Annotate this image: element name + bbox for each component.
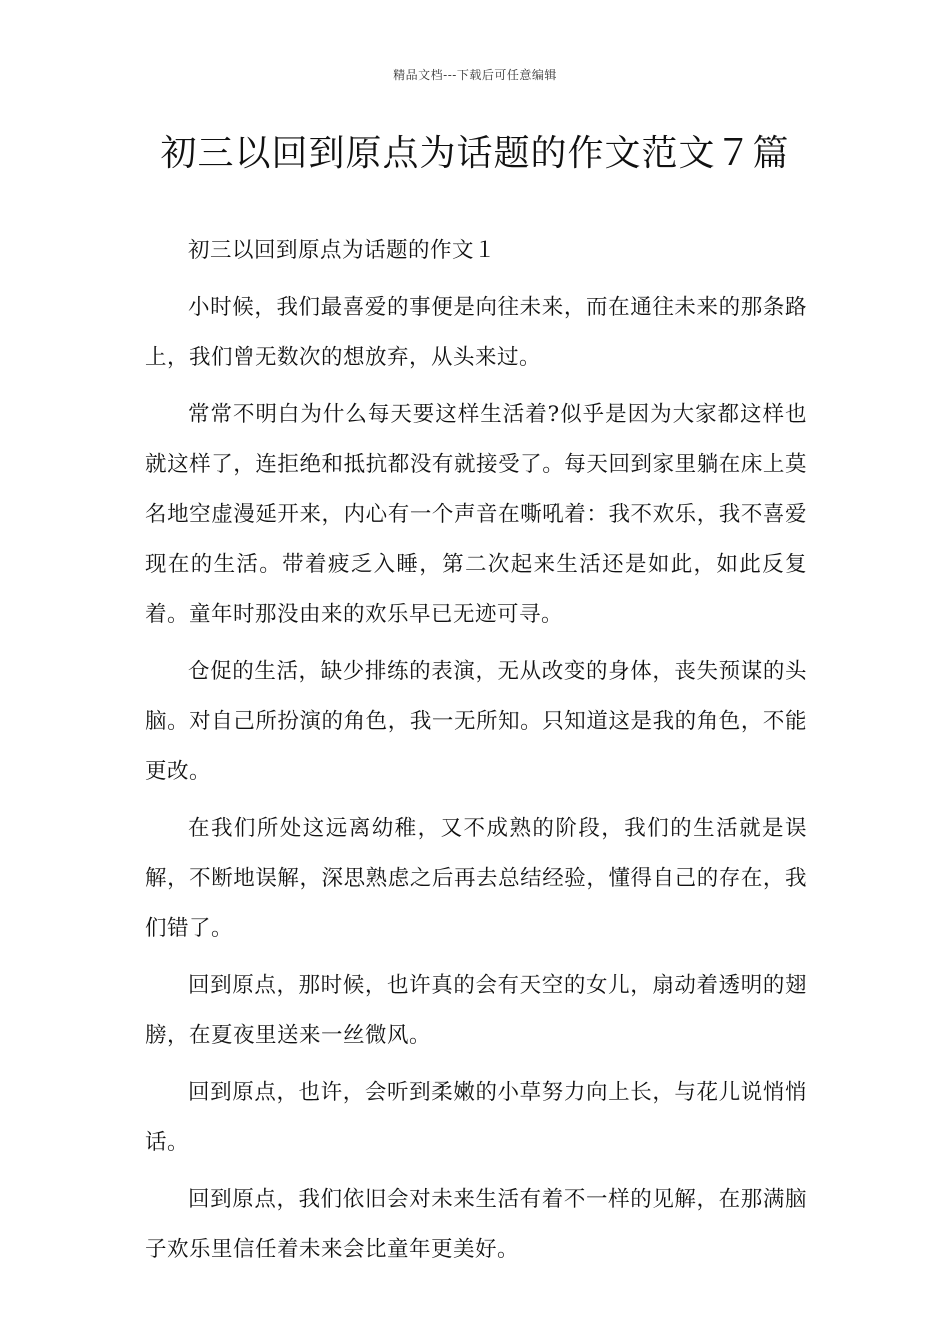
paragraph: 常常不明白为什么每天要这样生活着?似乎是因为大家都这样也就这样了，连拒绝和抵抗都没有就接受了。每天回到家里躺在床上莫名地空虚漫延开来，内心有一个声音在嘶吼着：我不欢乐，我不喜爱现在的生活。带着疲乏入睡，第二次起来生活还是如此，如此反复着。童年时那没由来的欢乐早已无迹可寻。 — [145, 402, 807, 627]
paragraph: 回到原点，我们依旧会对未来生活有着不一样的见解，在那满脑子欢乐里信任着未来会比童年更美好。 — [145, 1187, 807, 1262]
paragraph: 回到原点，也许，会听到柔嫩的小草努力向上长，与花儿说悄悄话。 — [145, 1080, 807, 1155]
paragraph: 小时候，我们最喜爱的事便是向往未来，而在通往未来的那条路上，我们曾无数次的想放弃，从头来过。 — [145, 295, 807, 370]
document-body — [145, 226, 807, 1282]
paragraph: 仓促的生活，缺少排练的表演，无从改变的身体，丧失预谋的头脑。对自己所扮演的角色，我一无所知。只知道这是我的角色，不能更改。 — [145, 659, 807, 784]
document-title: 初三以回到原点为话题的作文范文７篇 — [160, 133, 790, 174]
section-heading: 初三以回到原点为话题的作文１ — [188, 238, 497, 263]
header-note: 精品文档---下载后可任意编辑 — [393, 68, 557, 82]
paragraph: 在我们所处这远离幼稚，又不成熟的阶段，我们的生活就是误解，不断地误解，深思熟虑之后再去总结经验，懂得自己的存在，我们错了。 — [145, 816, 807, 941]
paragraph: 回到原点，那时候，也许真的会有天空的女儿，扇动着透明的翅膀，在夏夜里送来一丝微风。 — [145, 973, 807, 1048]
